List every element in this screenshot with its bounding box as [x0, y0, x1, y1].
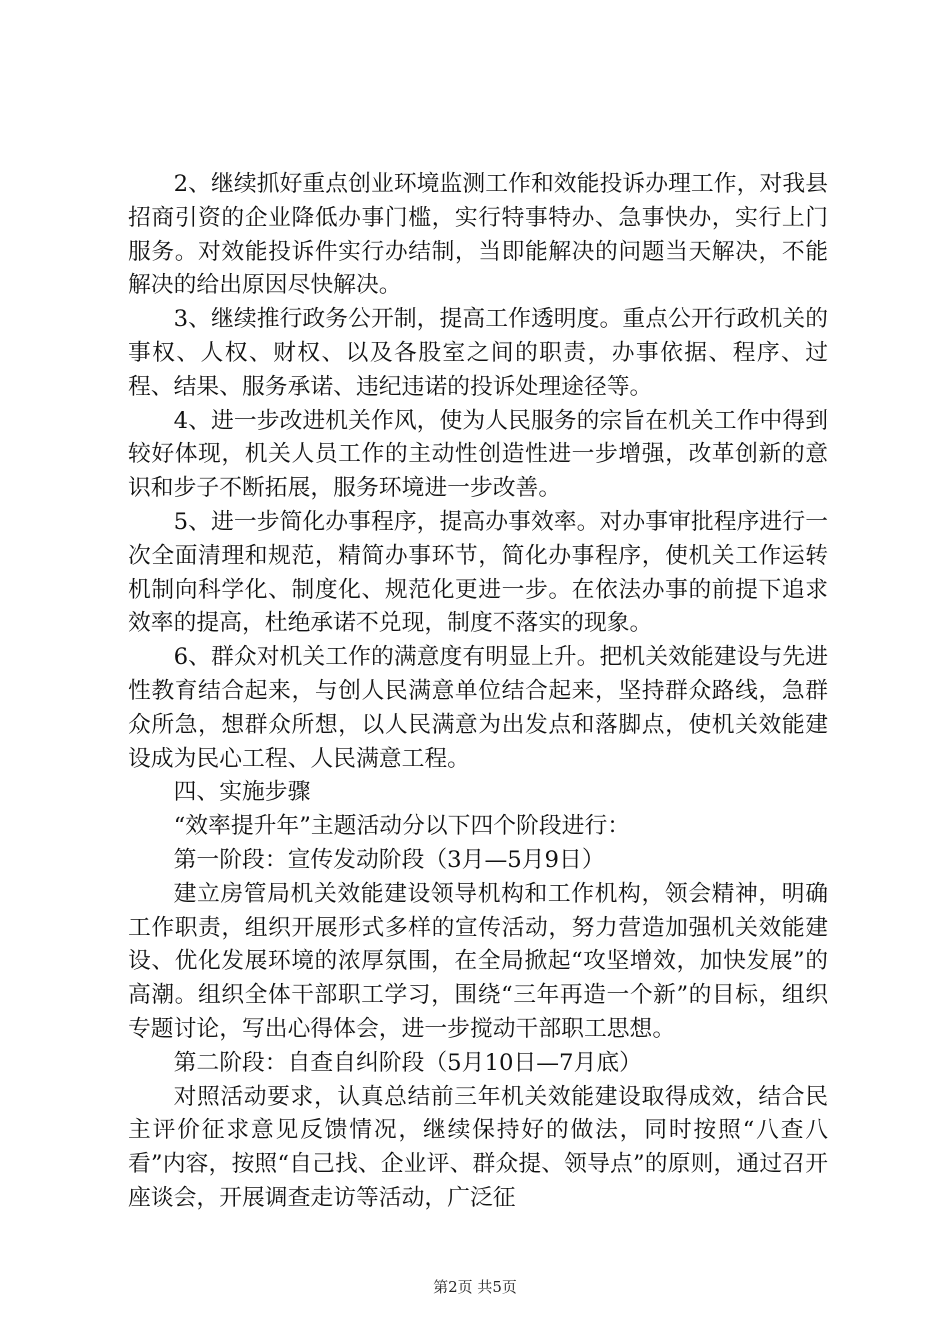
page-footer: [0, 1278, 950, 1296]
phase-two-body: 对照活动要求，认真总结前三年机关效能建设取得成效，结合民主评价征求意见反馈情况，继续保持好的做法，同时按照“八查八看”内容，按照“自己找、企业评、群众提、领导点”的原则，通过召开座谈会，开展调查走访等活动，广泛征: [128, 1083, 828, 1211]
page-number: 第2页 共5页: [433, 1278, 517, 1296]
paragraph-item-5: 5、进一步简化办事程序，提高办事效率。对办事审批程序进行一次全面清理和规范，精简办事环节，简化办事程序，使机关工作运转机制向科学化、制度化、规范化更进一步。在依法办事的前提下追求效率的提高，杜绝承诺不兑现，制度不落实的现象。: [128, 508, 828, 637]
paragraph-item-3: 3、继续推行政务公开制，提高工作透明度。重点公开行政机关的事权、人权、财权、以及各股室之间的职责，办事依据、程序、过程、结果、服务承诺、违纪违诺的投诉处理途径等。: [128, 306, 828, 400]
phase-two-heading: 第二阶段：自查自纠阶段（5月10日—7月底）: [173, 1049, 642, 1076]
phases-intro: “效率提升年”主题活动分以下四个阶段进行：: [173, 813, 631, 840]
paragraph-item-4: 4、进一步改进机关作风，使为人民服务的宗旨在机关工作中得到较好体现，机关人员工作的主动性创造性进一步增强，改革创新的意识和步子不断拓展，服务环境进一步改善。: [128, 407, 828, 502]
paragraph-item-6: 6、群众对机关工作的满意度有明显上升。把机关效能建设与先进性教育结合起来，与创人民满意单位结合起来，坚持群众路线，急群众所急，想群众所想，以人民满意为出发点和落脚点，使机关效能建设成为民心工程、人民满意工程。: [128, 644, 828, 772]
phase-one-body: 建立房管局机关效能建设领导机构和工作机构，领会精神，明确工作职责，组织开展形式多样的宣传活动，努力营造加强机关效能建设、优化发展环境的浓厚氛围，在全局掀起“攻坚增效，加快发展”的高潮。组织全体干部职工学习，围绕“三年再造一个新”的目标，组织专题讨论，写出心得体会，进一步搅动干部职工思想。: [128, 880, 828, 1042]
phase-one-heading: 第一阶段：宣传发动阶段（3月—5月9日）: [173, 846, 605, 873]
section-heading-implementation-steps: 四、实施步骤: [173, 779, 311, 806]
paragraph-item-2: 2、继续抓好重点创业环境监测工作和效能投诉办理工作，对我县招商引资的企业降低办事门槛，实行特事特办、急事快办，实行上门服务。对效能投诉件实行办结制，当即能解决的问题当天解决，不能解决的给出原因尽快解决。: [128, 171, 828, 299]
document-body: [128, 168, 828, 1216]
